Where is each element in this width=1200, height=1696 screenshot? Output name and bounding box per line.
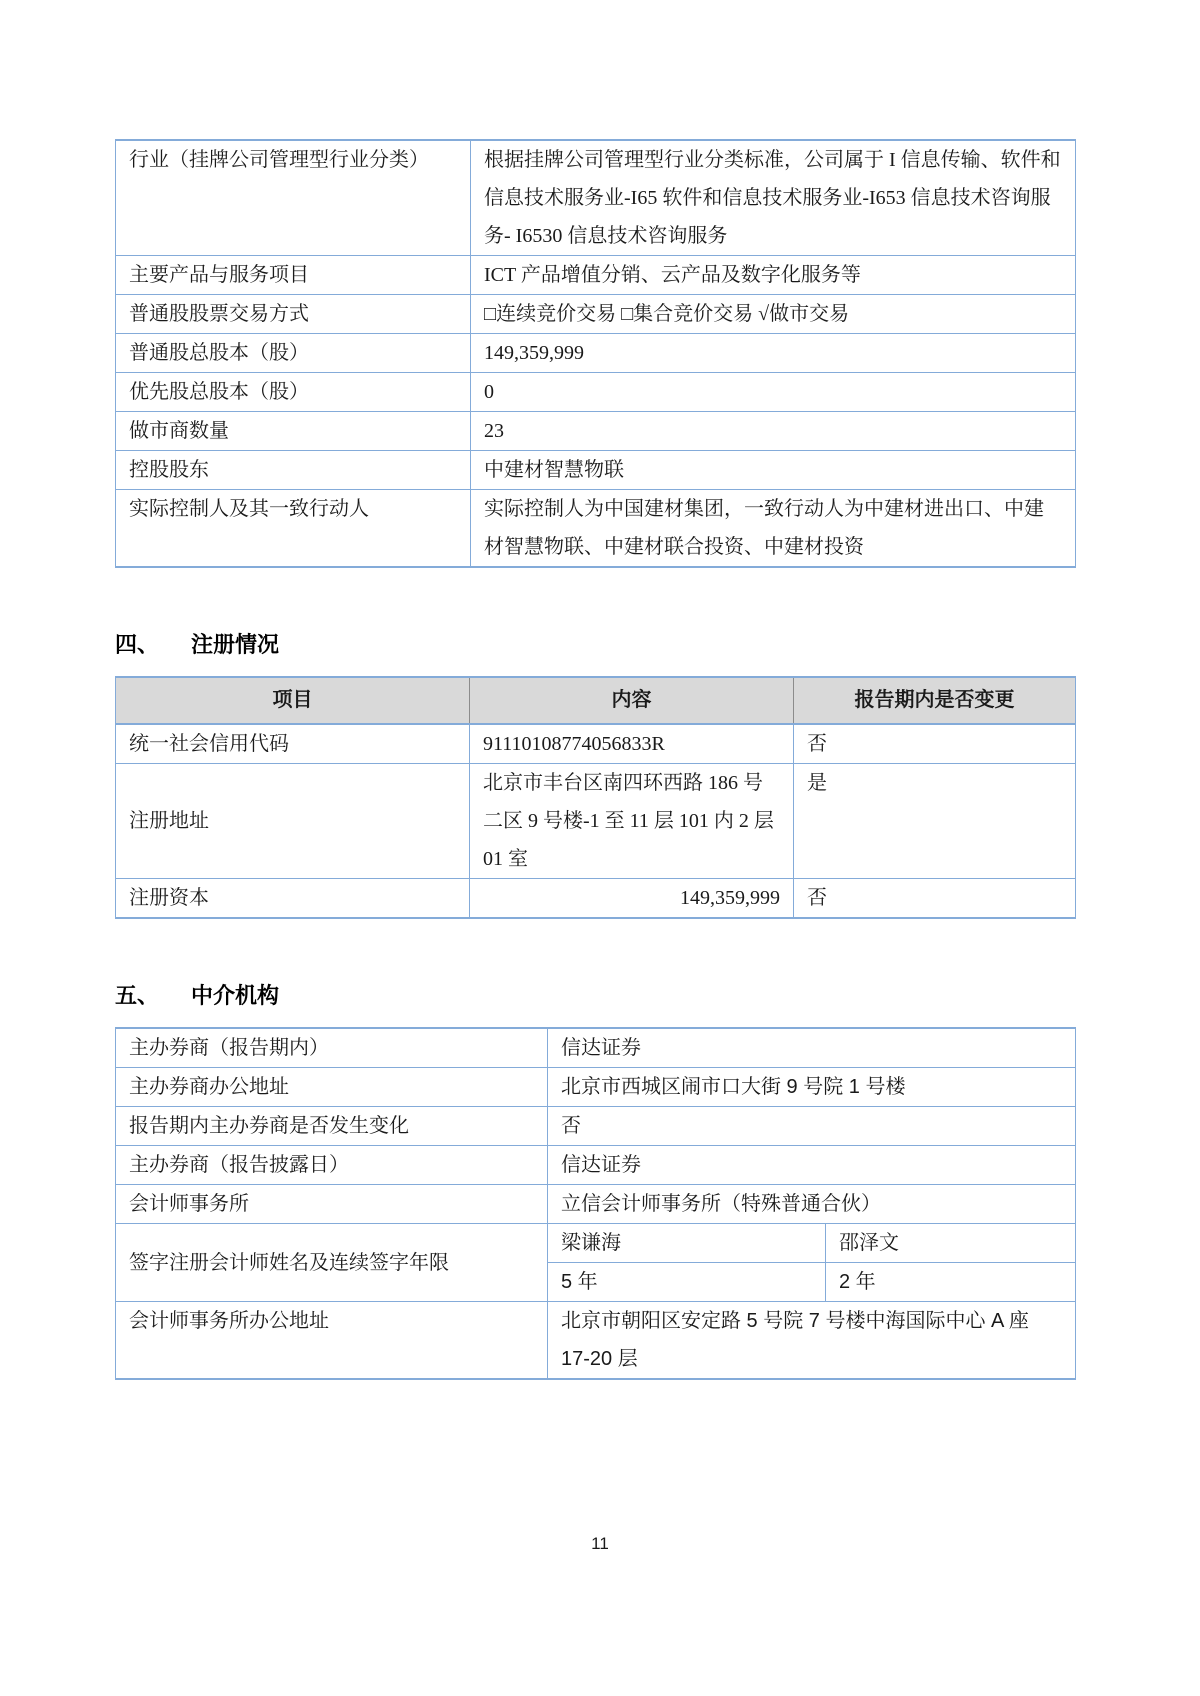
section-title: 中介机构: [191, 983, 280, 1008]
column-header-changed: 报告期内是否变更: [794, 677, 1076, 724]
section-number: 五、: [115, 983, 160, 1008]
table-row: [116, 879, 1076, 919]
section-5-heading: [115, 981, 1075, 1011]
row-value trading-method-checkboxes: □连续竞价交易 □集合竞价交易 √做市交易: [471, 295, 1076, 334]
company-overview-table: [115, 139, 1076, 568]
column-header-content: 内容: [470, 677, 794, 724]
row-label: 注册资本: [116, 879, 470, 919]
row-label: 主办券商（报告披露日）: [116, 1146, 548, 1185]
row-value: 91110108774056833R: [470, 724, 794, 764]
section-4-heading: [115, 630, 1075, 660]
row-label: 做市商数量: [116, 412, 471, 451]
accountant-2-years: 2 年: [826, 1263, 1076, 1302]
table-row: [116, 295, 1076, 334]
table-row: [116, 140, 1076, 256]
row-value: ICT 产品增值分销、云产品及数字化服务等: [471, 256, 1076, 295]
table-row: [116, 764, 1076, 879]
table-row: [116, 451, 1076, 490]
row-value: 根据挂牌公司管理型行业分类标准，公司属于 I 信息传输、软件和信息技术服务业-I65 软件和信息技术服务业-I653 信息技术咨询服务- I6530 信息技术咨询服务: [471, 140, 1076, 256]
accountant-2-name: 邵泽文: [826, 1224, 1076, 1263]
row-value: 信达证券: [548, 1146, 1076, 1185]
row-label: 注册地址: [116, 764, 470, 879]
row-changed: 否: [794, 724, 1076, 764]
accountant-1-name: 梁谦海: [548, 1224, 826, 1263]
section-number: 四、: [115, 632, 160, 657]
row-value: 中建材智慧物联: [471, 451, 1076, 490]
table-header-row: [116, 677, 1076, 724]
row-value: 北京市西城区闹市口大街 9 号院 1 号楼: [548, 1068, 1076, 1107]
row-value: 149,359,999: [470, 879, 794, 919]
table-row: [116, 1068, 1076, 1107]
table-row: [116, 490, 1076, 568]
table-row: [116, 256, 1076, 295]
row-label: 优先股总股本（股）: [116, 373, 471, 412]
table-row: [116, 1185, 1076, 1224]
row-changed: 是: [794, 764, 1076, 879]
registration-table: [115, 676, 1076, 919]
row-label: 控股股东: [116, 451, 471, 490]
row-label: 普通股总股本（股）: [116, 334, 471, 373]
row-label: 签字注册会计师姓名及连续签字年限: [116, 1224, 548, 1302]
accountant-1-years: 5 年: [548, 1263, 826, 1302]
row-value: 实际控制人为中国建材集团，一致行动人为中建材进出口、中建材智慧物联、中建材联合投资、中建材投资: [471, 490, 1076, 568]
row-value: 否: [548, 1107, 1076, 1146]
intermediaries-table: [115, 1027, 1076, 1380]
row-value: 信达证券: [548, 1028, 1076, 1068]
row-changed: 否: [794, 879, 1076, 919]
row-label: 行业（挂牌公司管理型行业分类）: [116, 140, 471, 256]
row-label: 会计师事务所办公地址: [116, 1302, 548, 1380]
row-value: 149,359,999: [471, 334, 1076, 373]
row-label: 报告期内主办券商是否发生变化: [116, 1107, 548, 1146]
table-row: [116, 1146, 1076, 1185]
table-row: [116, 1302, 1076, 1380]
row-label: 实际控制人及其一致行动人: [116, 490, 471, 568]
column-header-item: 项目: [116, 677, 470, 724]
row-label: 主办券商办公地址: [116, 1068, 548, 1107]
row-label: 普通股股票交易方式: [116, 295, 471, 334]
table-row accountants-names-row: [116, 1224, 1076, 1263]
row-value: 23: [471, 412, 1076, 451]
section-title: 注册情况: [191, 632, 280, 657]
table-row: [116, 373, 1076, 412]
table-row: [116, 412, 1076, 451]
row-label: 主办券商（报告期内）: [116, 1028, 548, 1068]
row-value: 北京市丰台区南四环西路 186 号二区 9 号楼-1 至 11 层 101 内 2 层 01 室: [470, 764, 794, 879]
row-value: 北京市朝阳区安定路 5 号院 7 号楼中海国际中心 A 座 17-20 层: [548, 1302, 1076, 1380]
row-label: 会计师事务所: [116, 1185, 548, 1224]
table-row: [116, 1107, 1076, 1146]
row-value: 立信会计师事务所（特殊普通合伙）: [548, 1185, 1076, 1224]
row-value: 0: [471, 373, 1076, 412]
table-row: [116, 334, 1076, 373]
row-label: 主要产品与服务项目: [116, 256, 471, 295]
table-row: [116, 724, 1076, 764]
page-number: 11: [591, 1534, 609, 1553]
row-label: 统一社会信用代码: [116, 724, 470, 764]
table-row: [116, 1028, 1076, 1068]
